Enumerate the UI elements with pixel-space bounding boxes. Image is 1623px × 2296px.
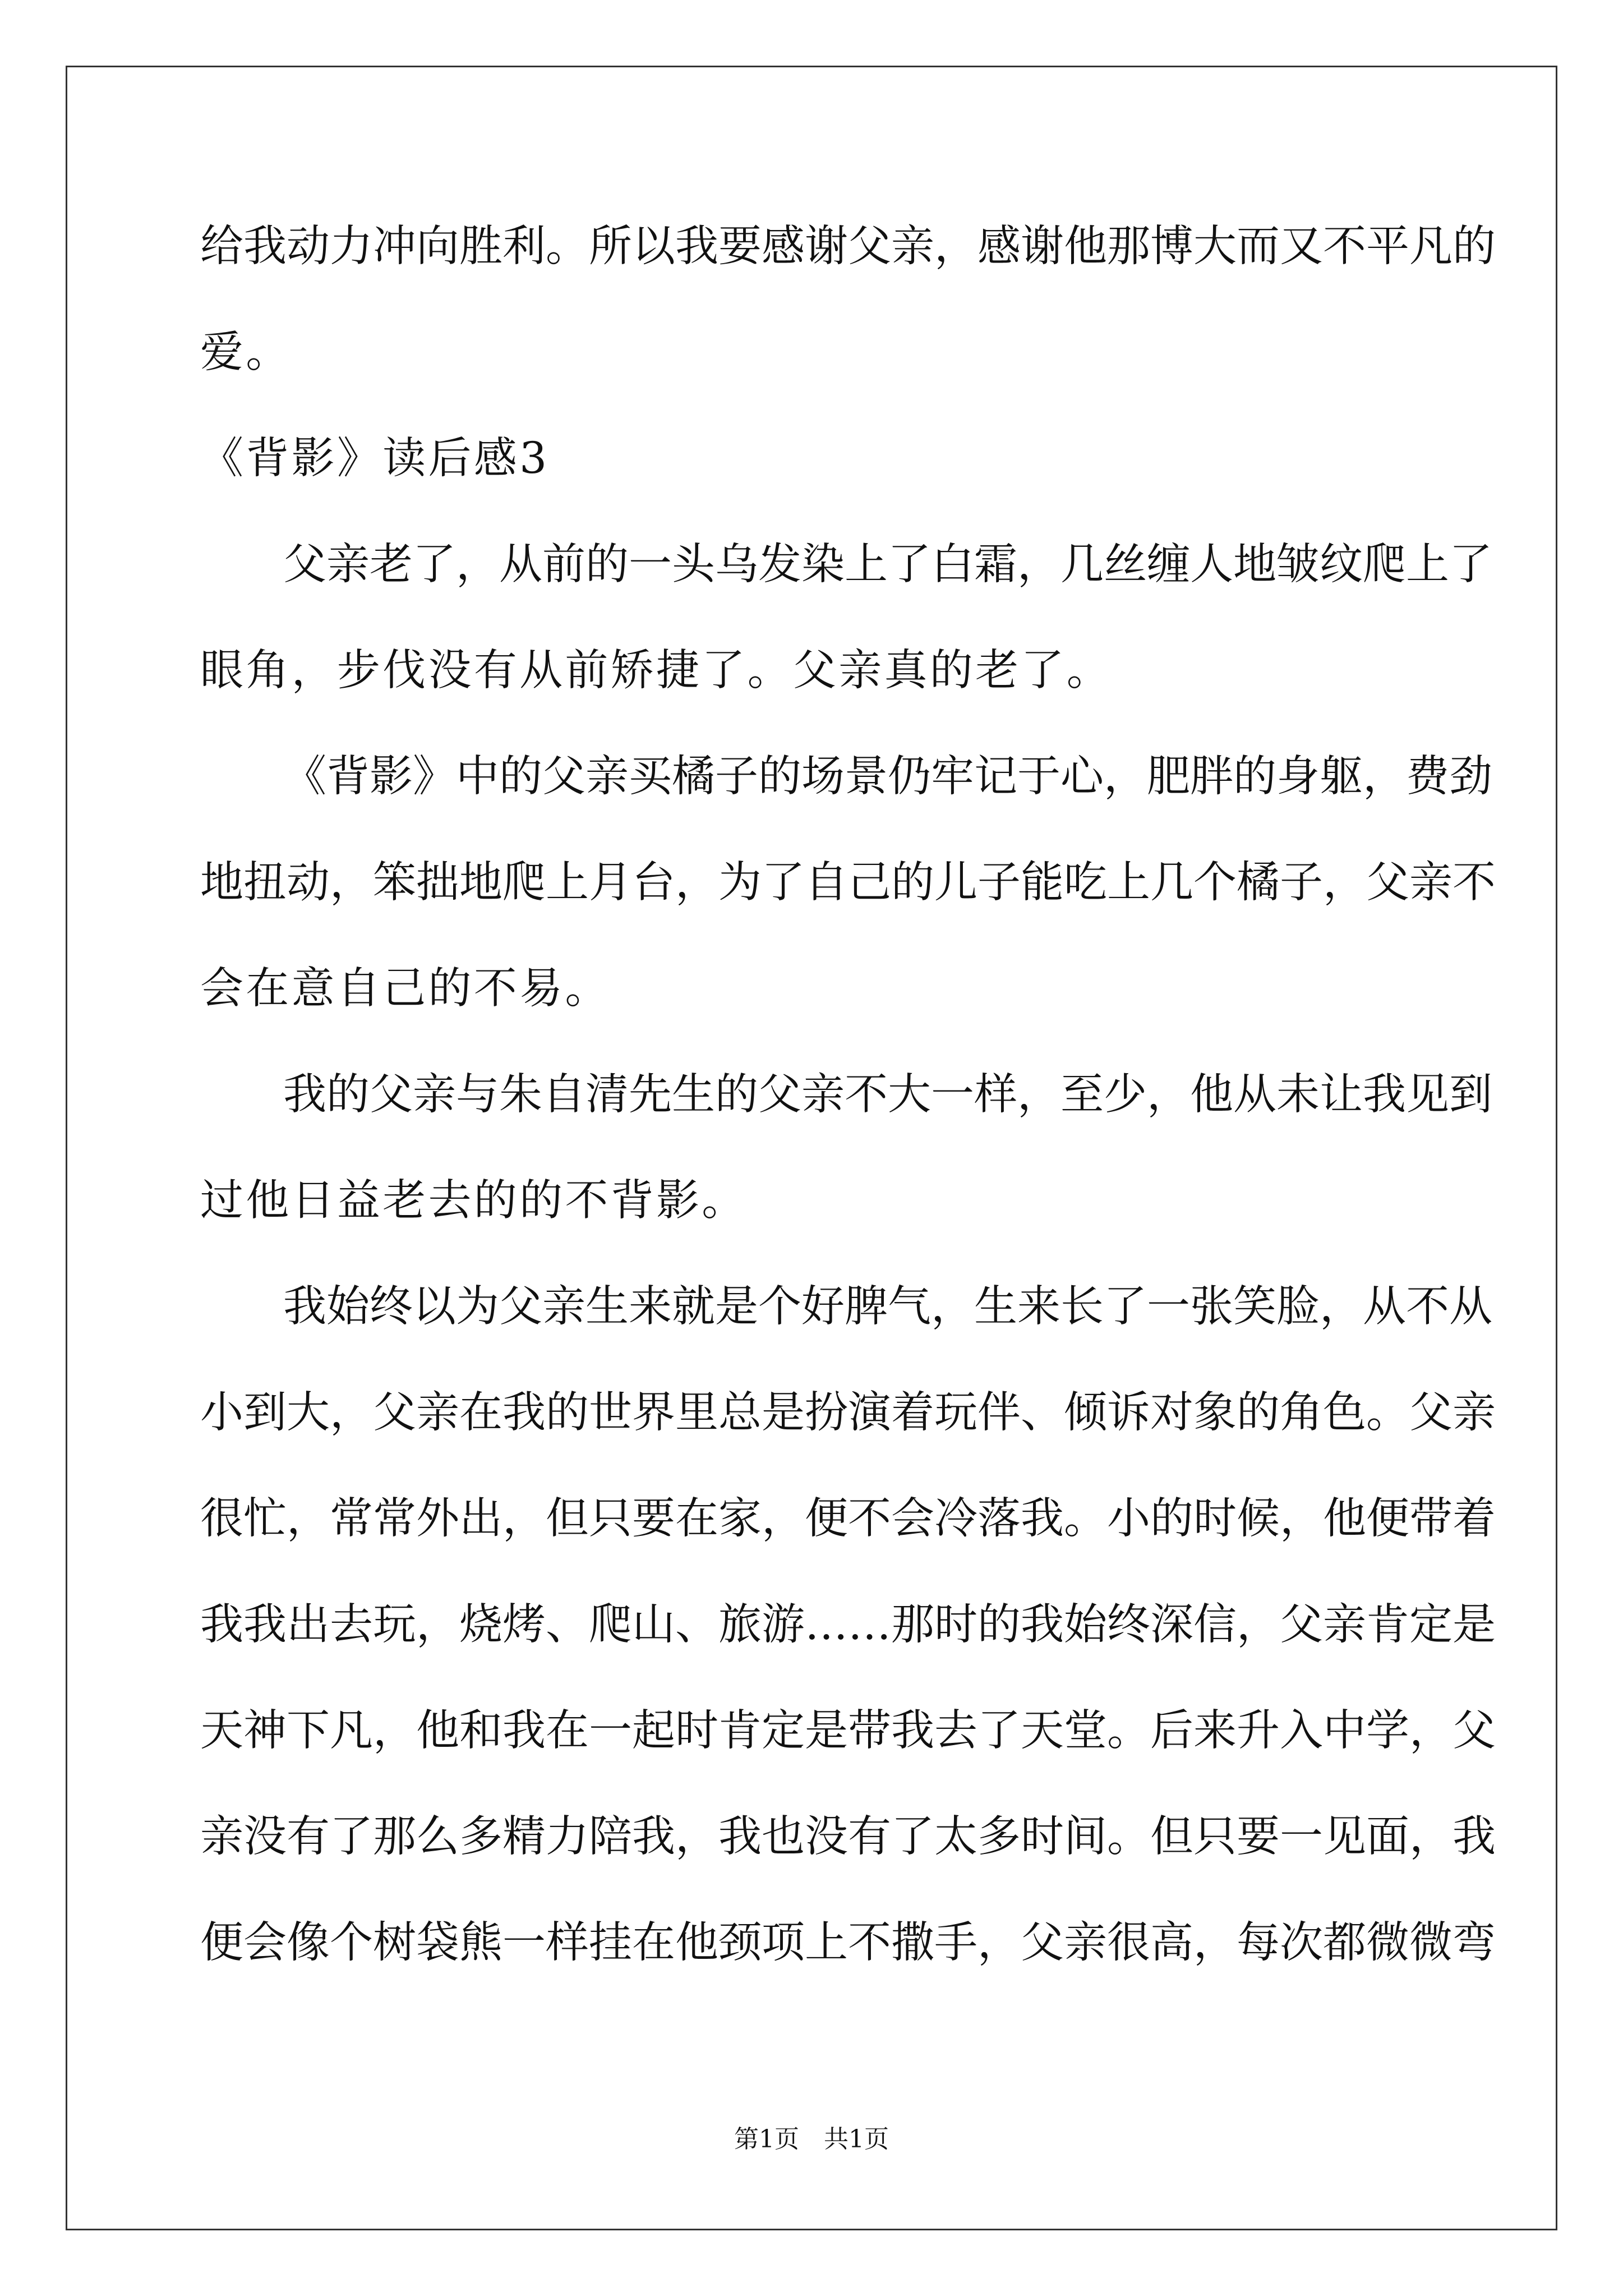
text-line: 小到大，父亲在我的世界里总是扮演着玩伴、倾诉对象的角色。父亲 (200, 1388, 1496, 1438)
text-line: 给我动力冲向胜利。所以我要感谢父亲，感谢他那博大而又不平凡的 (200, 222, 1496, 272)
text-line: 会在意自己的不易。 (200, 964, 611, 1014)
text-line: 亲没有了那么多精力陪我，我也没有了太多时间。但只要一见面，我 (200, 1812, 1496, 1862)
text-line: 天神下凡，他和我在一起时肯定是带我去了天堂。后来升入中学，父 (200, 1706, 1496, 1756)
text-line: 很忙，常常外出，但只要在家，便不会冷落我。小的时候，他便带着 (200, 1494, 1496, 1544)
text-line: 我始终以为父亲生来就是个好脾气，生来长了一张笑脸，从不从 (283, 1282, 1492, 1332)
text-line: 我的父亲与朱自清先生的父亲不大一样，至少，他从未让我见到 (283, 1070, 1492, 1120)
text-line: 《背影》中的父亲买橘子的场景仍牢记于心，肥胖的身躯，费劲 (283, 752, 1492, 802)
text-line: 地扭动，笨拙地爬上月台，为了自己的儿子能吃上几个橘子，父亲不 (200, 858, 1496, 908)
text-line: 我我出去玩，烧烤、爬山、旅游……那时的我始终深信，父亲肯定是 (200, 1600, 1496, 1650)
text-line: 过他日益老去的的不背影。 (200, 1176, 748, 1226)
text-line: 眼角，步伐没有从前矫捷了。父亲真的老了。 (200, 646, 1112, 696)
text-line: 父亲老了，从前的一头乌发染上了白霜，几丝缠人地皱纹爬上了 (283, 540, 1492, 590)
text-line: 爱。 (200, 328, 292, 378)
text-line: 便会像个树袋熊一样挂在他颈项上不撒手，父亲很高，每次都微微弯 (200, 1918, 1496, 1968)
page-border (66, 66, 1557, 2230)
section-heading: 《背影》读后感3 (200, 434, 550, 484)
page-number-footer: 第1页 共1页 (734, 2125, 889, 2154)
